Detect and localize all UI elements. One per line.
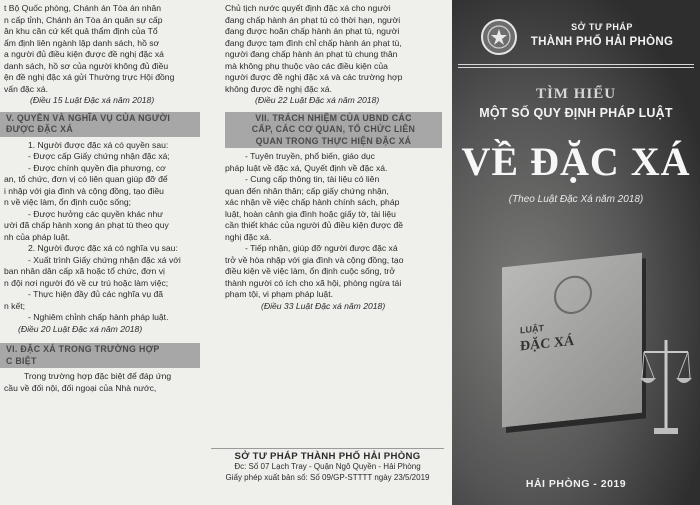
text-line: nghị đặc xá. [225,231,272,242]
law-reference: (Điều 22 Luật Đặc xá năm 2018) [255,95,380,105]
justice-emblem-icon [480,16,518,58]
cover-title: VỀ ĐẶC XÁ [461,139,691,184]
text-line: đang được hoãn chấp hành án phạt tù, người [225,26,400,36]
text-line: mà không phụ thuộc vào các điều kiện của [225,60,388,71]
text-line: ện đề nghị đặc xá gửi Thường trực Hội đồng [4,72,175,82]
divider [211,448,444,449]
text-line: n cấp tỉnh, Chánh án Tòa án quân sự cấp [4,14,163,25]
text-line: n kết; [4,300,26,311]
intro-block [205,0,450,107]
book-emblem-icon [554,274,592,316]
text-line: i nhập với gia đình và cộng đồng, tạo điều [4,185,164,196]
text-line: ân khu căn cứ kết quả thẩm định của Tổ [4,26,158,36]
section-heading-special [0,343,200,368]
heading-line: CẤP, CÁC CƠ QUAN, TỔ CHỨC LIÊN [251,124,416,134]
text-line: - Thực hiện đầy đủ các nghĩa vụ đã [28,289,164,299]
heading-line: C BIỆT [6,355,37,366]
cover-kicker: TÌM HIỂU [535,86,617,102]
text-line: quan đến nhân thân; cấp giấy chứng nhận, [225,185,389,196]
book-title: ĐẶC XÁ [520,333,575,355]
text-line: đang chấp hành án phạt tù có thời hạn, người [225,14,401,25]
cover-subtitle: MỘT SỐ QUY ĐỊNH PHÁP LUẬT [479,106,673,120]
responsibility-block [205,151,450,312]
text-line: t Bộ Quốc phòng, Chánh án Tòa án nhân [4,3,162,13]
heading-line: VII. TRÁCH NHIỆM CỦA UBND CÁC [255,112,412,123]
text-line: n đội nơi người đó về cư trú hoặc làm việc; [4,277,169,288]
text-line: cầu về đối nội, đối ngoại của Nhà nước, [4,382,157,393]
publisher-name: SỞ TƯ PHÁP THÀNH PHỐ HẢI PHÒNG [234,451,421,462]
text-line: - Xuất trình Giấy chứng nhận đặc xá với [28,254,181,265]
text-line: - Được chính quyền địa phương, cơ [28,162,166,173]
scale-icon [638,330,694,440]
section-heading-responsibility [225,112,442,149]
intro-block [0,0,200,107]
text-line: - Tiếp nhận, giúp đỡ người được đặc xá [245,243,398,253]
text-line: - Cung cấp thông tin, tài liệu có liên [245,174,380,184]
heading-line: V. QUYỀN VÀ NGHĨA VỤ CỦA NGƯỜI [6,112,171,123]
text-line: luật, hoàn cảnh gia đình hoặc giấy tờ, tài liệu [225,208,396,219]
text-line: ẩm định liên ngành lập danh sách, hồ sơ [4,37,160,48]
text-line: nh của pháp luật. [4,231,70,242]
law-reference: (Điều 15 Luật Đặc xá năm 2018) [30,95,155,105]
divider [458,67,694,68]
text-line: 2. Người được đặc xá có nghĩa vụ sau: [28,243,178,253]
text-line: xác nhận về việc chấp hành chính sách, pháp [225,197,400,207]
book-label: LUẬT [520,322,544,336]
city-year: HẢI PHÒNG - 2019 [525,478,627,490]
divider [458,64,694,65]
department-city: THÀNH PHỐ HẢI PHÒNG [530,36,674,48]
section-heading-rights [0,112,200,137]
text-line: an, tổ chức, đơn vị có liên quan giúp đỡ để [4,174,168,184]
text-line: a người đủ điều kiện được đề nghị đặc xá [4,49,164,59]
text-line: người đang chấp hành án phạt tù chung thân [225,49,398,59]
law-note: (Theo Luật Đặc Xá năm 2018) [508,194,644,205]
text-line: đang được tạm đình chỉ chấp hành án phạt tù, [225,37,402,48]
text-line: - Nghiêm chỉnh chấp hành pháp luật. [28,312,169,322]
middle-column [205,0,450,505]
text-line: pháp luật về đặc xá, Quyết định về đặc xá. [225,162,388,173]
text-line: không được đề nghị đặc xá. [225,83,332,94]
text-line: người được đề nghị đặc xá và các trường hợp [225,72,403,82]
text-line: điều kiện về việc làm, ổn định cuộc sống, trở [225,266,395,276]
text-line: trở về hòa nhập với gia đình và cộng đồng, tạo [225,254,404,265]
heading-line: VI. ĐẶC XÁ TRONG TRƯỜNG HỢP [6,344,160,354]
text-line: danh sách, hồ sơ của người không đủ điều [4,60,169,71]
heading-line: QUAN TRONG THỰC HIỆN ĐẶC XÁ [255,135,412,146]
heading-line: ĐƯỢC ĐẶC XÁ [6,124,73,134]
text-line: vấn đặc xá. [4,83,48,94]
publisher-address: Đc: Số 07 Lạch Tray - Quận Ngô Quyền - Hải Phòng [234,462,421,471]
text-line: 1. Người được đặc xá có quyền sau: [28,139,169,150]
law-reference: (Điều 20 Luật Đặc xá năm 2018) [18,323,143,334]
left-column [0,0,200,505]
special-block [0,371,200,394]
text-line: ười đã chấp hành xong án phạt tù theo quy [4,220,169,230]
department-label: SỞ TƯ PHÁP [571,22,633,32]
law-book-image [502,253,642,428]
text-line: thành người có ích cho xã hội, phòng ngừa tái [225,277,402,288]
text-line: Chủ tịch nước quyết định đặc xá cho người [225,3,391,13]
text-line: - Được cấp Giấy chứng nhận đặc xá; [28,151,170,161]
text-line: ban nhân dân cấp xã hoặc tổ chức, đơn vị [4,266,165,276]
publishing-permit: Giấy phép xuất bản số: Số 09/GP-STTTT ngày 23/5/2019 [225,472,430,482]
text-line: phạm tội, vi phạm pháp luật. [225,289,333,299]
text-line: - Được hưởng các quyền khác như [28,208,164,219]
rights-block [0,140,200,336]
text-line: Trong trường hợp đặc biệt để đáp ứng [24,371,172,381]
publisher-footer [205,448,450,483]
cover-panel [452,0,700,505]
text-line: n về việc làm, ổn định cuộc sống; [4,197,132,207]
law-reference: (Điều 33 Luật Đặc xá năm 2018) [261,300,386,311]
text-line: cần thiết khác của người đủ điều kiện được đề [225,220,404,230]
text-line: - Tuyên truyền, phổ biến, giáo dục [245,151,375,161]
